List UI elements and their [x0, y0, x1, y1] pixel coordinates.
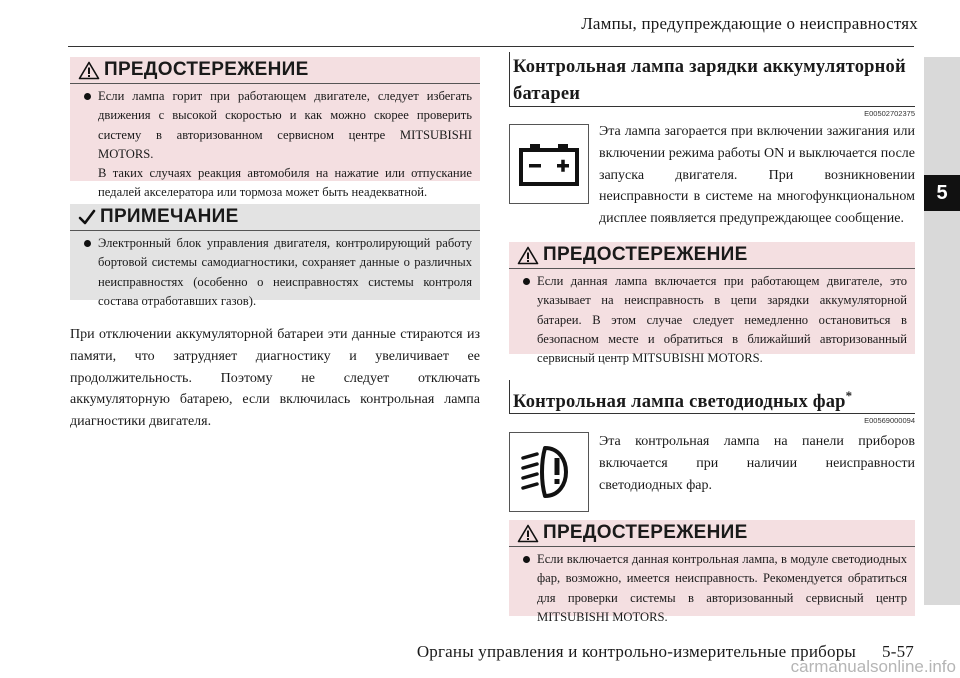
chapter-side-tab: [924, 57, 960, 605]
bullet-dot-icon: [84, 240, 91, 247]
note-box: [70, 204, 480, 308]
led-headlamp-warning-icon: [517, 442, 581, 502]
battery-lamp-frame: [509, 124, 589, 204]
warning-bullet: [517, 272, 907, 368]
note-checkmark-icon: [78, 209, 96, 225]
battery-lamp-text-content: Эта лампа загорается при включении зажигания или включении режима работы ON и выключается после запуска двигателя. При возникновении неисправности в системе на многофункциональном дисплее появляется предупреждающее сообщение.: [599, 124, 915, 227]
warning-box-battery: [509, 242, 915, 366]
warning-body: [509, 547, 915, 631]
note-bullet-text: Электронный блок управления двигателя, контролирующий работу бортовой системы самодиагностики, сохраняет данные о различных неисправностях (особенно о неисправностях системы контроля состава отработавших газов).: [98, 236, 472, 308]
note-heading-text: ПРИМЕЧАНИЕ: [100, 206, 239, 227]
warning-body: [509, 269, 915, 372]
warning-body: [70, 84, 480, 207]
page-header-title: Лампы, предупреждающие о неисправностях: [581, 14, 918, 33]
warning-heading-text: ПРЕДОСТЕРЕЖЕНИЕ: [104, 59, 309, 80]
warning-heading: [509, 242, 915, 268]
battery-lamp-text: [599, 121, 915, 230]
optional-equipment-mark: *: [845, 388, 853, 403]
section-rule-left: [509, 52, 510, 106]
note-bullet: [78, 234, 472, 311]
section-title-led-headlamps: [513, 382, 913, 416]
section-rule-bottom: [509, 106, 915, 107]
warning-heading-text: ПРЕДОСТЕРЕЖЕНИЕ: [543, 244, 748, 265]
warning-bullet-text: Если включается данная контрольная лампа, в модуле светодиодных фар, возможно, имеется неисправность. Рекомендуется обратиться для проверки системы в авторизованный сервисный центр MITSUBISHI MOTORS.: [537, 552, 907, 624]
footer-section-title: Органы управления и контрольно-измерительные приборы: [416, 642, 857, 661]
warning-heading: [70, 57, 480, 83]
bullet-dot-icon: [523, 556, 530, 563]
warning-box-engine: [70, 57, 480, 200]
warning-heading: [509, 520, 915, 546]
led-lamp-text: Эта контрольная лампа на панели приборов включается при наличии неисправности светодиодных фар.: [599, 434, 915, 493]
chapter-number-badge: 5: [924, 175, 960, 211]
warning-bullet: [78, 87, 472, 164]
warning-triangle-icon: [517, 246, 539, 265]
note-heading: [70, 204, 480, 230]
note-body: [70, 231, 480, 315]
section-title-battery-charge: Контрольная лампа зарядки аккумуляторной батареи: [513, 57, 906, 104]
warning-bullet-text: Если данная лампа включается при работающем двигателе, это указывает на неисправность в цепи зарядки аккумуляторной батареи. В этом случае следует немедленно остановиться в безопасном месте и обратиться в ближайший авторизованный сервисный центр MITSUBISHI MOTORS.: [537, 274, 907, 366]
warning-bullet: [517, 550, 907, 627]
section-code: E00569000094: [864, 416, 915, 425]
section-code: E00502702375: [864, 109, 915, 118]
battery-disconnect-paragraph: При отключении аккумуляторной батареи эти данные стираются из памяти, что затрудняет диагностику и увеличивает ее продолжительность. Поэтому не следует отключать аккумуляторную батарею, если включилась контрольная лампа диагностики двигателя.: [70, 327, 480, 430]
led-lamp-frame: [509, 432, 589, 512]
battery-icon: [517, 140, 581, 188]
warning-extra-text: В таких случаях реакция автомобиля на нажатие или отпускание педалей акселератора или тормоза может быть неадекватной.: [98, 166, 472, 200]
watermark-text: carmanualsonline.info: [790, 657, 956, 676]
warning-triangle-icon: [78, 61, 100, 80]
section-rule-left: [509, 380, 510, 414]
section-title-text: Контрольная лампа светодиодных фар: [513, 392, 846, 413]
warning-bullet-text: Если лампа горит при работающем двигателе, следует избегать движения с высокой скоростью и как можно скорее проверить систему в авторизованном сервисном центре MITSUBISHI MOTORS.: [98, 89, 472, 161]
warning-box-led: [509, 520, 915, 624]
bullet-dot-icon: [523, 278, 530, 285]
warning-heading-text: ПРЕДОСТЕРЕЖЕНИЕ: [543, 522, 748, 543]
bullet-dot-icon: [84, 93, 91, 100]
header-rule: [68, 46, 914, 47]
warning-triangle-icon: [517, 524, 539, 543]
page-number: 5-57: [882, 642, 914, 661]
section-rule-bottom: [509, 413, 915, 414]
